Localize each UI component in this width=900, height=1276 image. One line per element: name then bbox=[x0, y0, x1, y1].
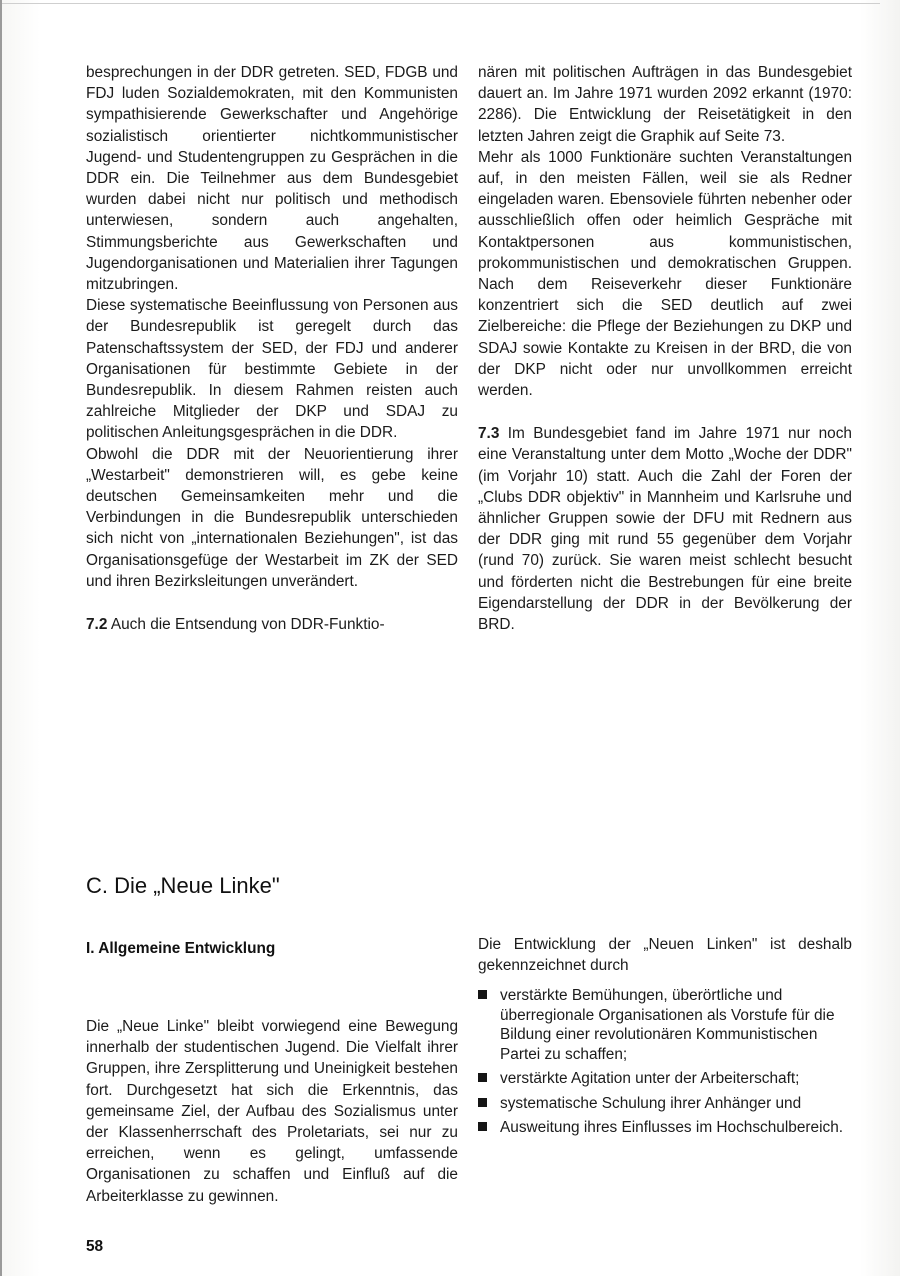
right-paragraph-1: nären mit politischen Aufträgen in das Bundesgebiet dauert an. Im Jahre 1971 wurden 2092 erkannt (1970: 2286). Die Entwicklung der Reisetätigkeit in den letzten Jahren zeigt die Graphik auf Seite 73. bbox=[478, 64, 852, 145]
section-7-3-number: 7.3 bbox=[478, 425, 500, 443]
bullet-square-icon bbox=[478, 1073, 487, 1082]
bullet-list bbox=[478, 986, 852, 1138]
lower-right-intro: Die Entwicklung der „Neuen Linken" ist deshalb gekennzeichnet durch bbox=[478, 936, 852, 975]
bullet-square-icon bbox=[478, 1122, 487, 1131]
subheading: I. Allgemeine Entwicklung bbox=[86, 940, 276, 957]
left-column bbox=[86, 62, 458, 635]
lower-left-column bbox=[86, 1016, 458, 1207]
section-7-2 bbox=[86, 614, 458, 635]
section-7-3 bbox=[478, 423, 852, 635]
left-paragraph-3: Obwohl die DDR mit der Neuorientierung ihrer „Westarbeit" demonstrieren will, es gebe keine deutschen Gemeinsamkeiten mehr und die Verbindungen in die Bundesrepublik unterschieden sich nicht von „internationalen Beziehungen", ist das Organisationsgefüge der Westarbeit im ZK der SED und ihren Bezirksleitungen unverändert. bbox=[86, 445, 458, 590]
section-7-3-text: Im Bundesgebiet fand im Jahre 1971 nur noch eine Veranstaltung unter dem Motto „Woche der DDR" (im Vorjahr 10) statt. Auch die Zahl der Foren der „Clubs DDR objektiv" in Mannheim und Karlsruhe und ähnlicher Gruppen sowie der DFU mit Rednern aus der DDR ging mit rund 55 gegenüber dem Vorjahr (rund 70) zurück. Sie waren meist schlecht besucht und förderten nicht die Bestrebungen für eine breite Eigendarstellung der DDR in der Bevölkerung der BRD. bbox=[478, 425, 852, 634]
lower-right-column bbox=[478, 934, 852, 1143]
list-item bbox=[478, 1118, 852, 1138]
page-number: 58 bbox=[86, 1238, 104, 1255]
left-paragraph-1: besprechungen in der DDR getreten. SED, FDGB und FDJ luden Sozialdemokraten, mit den Kommunisten sympathisierende Gewerkschafter und Angehörige sozialistisch orientierter nichtkommunistischer Jugend- und Studentengruppen zu Gesprächen in die DDR ein. Die Teilnehmer aus dem Bundesgebiet wurden dabei nicht nur politisch und methodisch unterwiesen, sondern auch angehalten, Stimmungsberichte aus Gewerkschaften und Jugendorganisationen und Materialien ihrer Tagungen mitzubringen. bbox=[86, 64, 458, 294]
bullet-text: Ausweitung ihres Einflusses im Hochschulbereich. bbox=[500, 1119, 844, 1137]
bullet-text: systematische Schulung ihrer Anhänger und bbox=[500, 1094, 802, 1112]
right-paragraph-2: Mehr als 1000 Funktionäre suchten Veranstaltungen auf, in den meisten Fällen, weil sie als Redner eingeladen waren. Ebensoviele führten nebenher oder ausschließlich offen oder heimlich Gespräche mit Kontaktpersonen aus kommunistischen, prokommunistischen und demokratischen Gruppen. Nach dem Reiseverkehr dieser Funktionäre konzentriert sich die SED deutlich auf zwei Zielbereiche: die Pflege der Beziehungen zu DKP und SDAJ sowie Kontakte zu Kreisen in der BRD, die von der DKP nicht oder nur unvollkommen erreicht werden. bbox=[478, 148, 852, 400]
bullet-square-icon bbox=[478, 1098, 487, 1107]
top-edge-rule bbox=[0, 3, 880, 4]
section-7-2-number: 7.2 bbox=[86, 616, 108, 634]
left-paragraph-2: Diese systematische Beeinflussung von Personen aus der Bundesrepublik ist geregelt durch das Patenschaftssystem der SED, der FDJ und anderer Organisationen für bestimmte Gebiete in der Bundesrepublik. In diesem Rahmen reisten auch zahlreiche Mitglieder der DKP und SDAJ zu politischen Anleitungsgesprächen in die DDR. bbox=[86, 297, 458, 442]
list-item bbox=[478, 1094, 852, 1114]
section-7-2-text: Auch die Entsendung von DDR-Funktio- bbox=[110, 616, 385, 634]
bullet-square-icon bbox=[478, 990, 487, 999]
paragraph-gap bbox=[478, 401, 852, 423]
lower-left-paragraph: Die „Neue Linke" bleibt vorwiegend eine Bewegung innerhalb der studentischen Jugend. Die Vielfalt ihrer Gruppen, ihre Zersplitterung und Uneinigkeit bestehen fort. Durchgesetzt hat sich die Erkenntnis, das gemeinsame Ziel, der Aufbau des Sozialismus unter der Klassenherrschaft des Proletariats, sei nur zu erreichen, wenn es gelingt, umfassende Organisationen zu schaffen und Einfluß auf die Arbeiterklasse zu gewinnen. bbox=[86, 1018, 458, 1205]
bullet-text: verstärkte Bemühungen, überörtliche und überregionale Organisationen als Vorstufe für die Bildung einer revolutionären Kommunistischen Partei zu schaffen; bbox=[500, 987, 835, 1063]
left-edge-shadow bbox=[0, 0, 2, 1276]
paragraph-gap bbox=[86, 592, 458, 614]
bullet-text: verstärkte Agitation unter der Arbeiterschaft; bbox=[500, 1070, 800, 1088]
list-item bbox=[478, 986, 852, 1064]
chapter-heading: C. Die „Neue Linke" bbox=[86, 873, 280, 898]
right-column bbox=[478, 62, 852, 635]
list-item bbox=[478, 1069, 852, 1089]
